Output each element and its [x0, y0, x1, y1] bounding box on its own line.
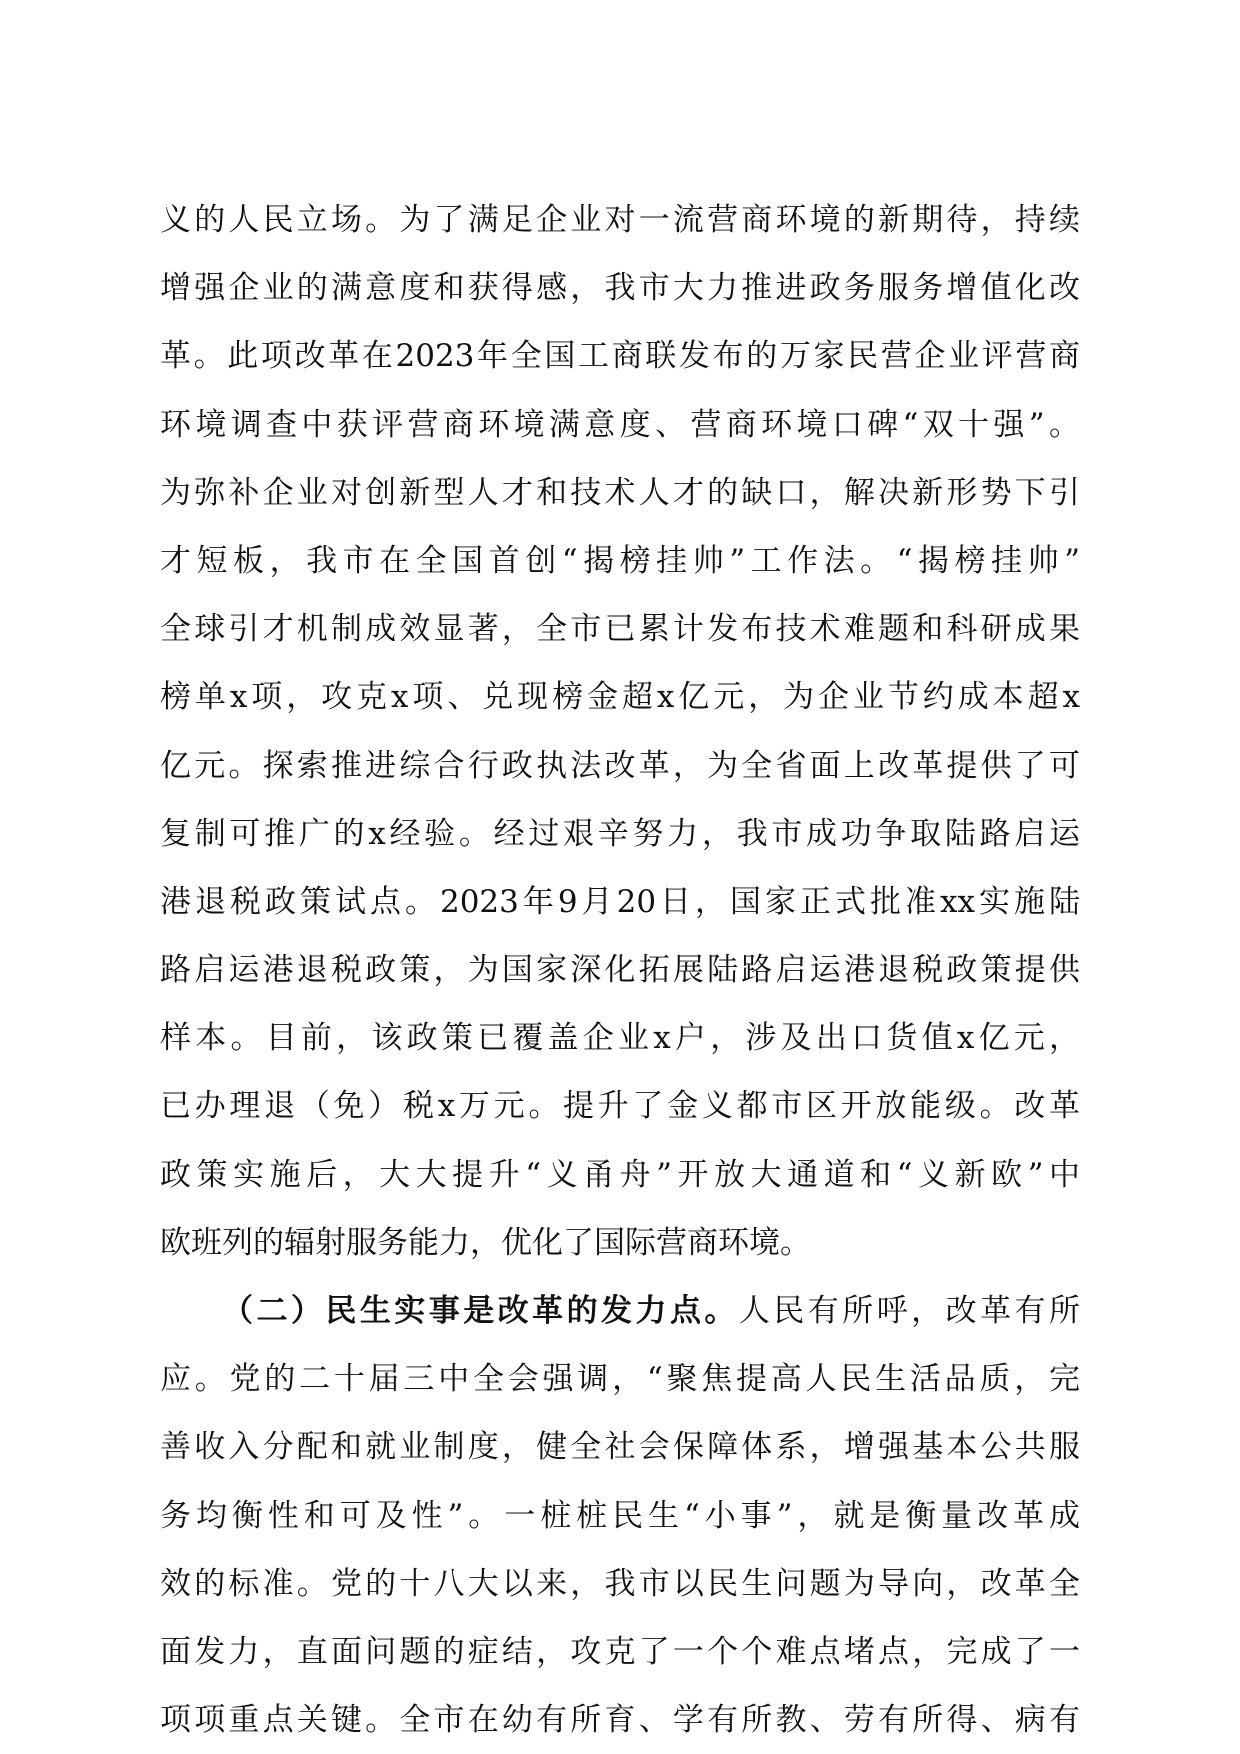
- paragraph-livelihood: [160, 1277, 1080, 1754]
- text-line: 善收入分配和就业制度，健全社会保障体系，增强基本公共服: [160, 1429, 1080, 1466]
- text-line: 才短板，我市在全国首创“揭榜挂帅”工作法。“揭榜挂帅”: [160, 542, 1080, 579]
- text-line: 革。此项改革在2023年全国工商联发布的万家民营企业评营商: [160, 338, 1080, 375]
- text-line: 环境调查中获评营商环境满意度、营商环境口碑“双十强”。: [160, 406, 1080, 443]
- document-page: [160, 186, 1080, 1754]
- text-line: 面发力，直面问题的症结，攻克了一个个难点堵点，完成了一: [160, 1633, 1080, 1670]
- text-line: 全球引才机制成效显著，全市已累计发布技术难题和科研成果: [160, 611, 1080, 648]
- text-line: 已办理退（免）税x万元。提升了金义都市区开放能级。改革: [160, 1088, 1080, 1125]
- text-line: [160, 1277, 1080, 1345]
- text-line: 欧班列的辐射服务能力，优化了国际营商环境。: [160, 1224, 811, 1261]
- text-line: 务均衡性和可及性”。一桩桩民生“小事”，就是衡量改革成: [160, 1497, 1080, 1534]
- text-line: 应。党的二十届三中全会强调，“聚焦提高人民生活品质，完: [160, 1361, 1080, 1398]
- text-line: 亿元。探索推进综合行政执法改革，为全省面上改革提供了可: [160, 747, 1080, 784]
- text-line: 增强企业的满意度和获得感，我市大力推进政务服务增值化改: [160, 270, 1080, 307]
- text-line: 路启运港退税政策，为国家深化拓展陆路启运港退税政策提供: [160, 952, 1080, 989]
- text-line: 项项重点关键。全市在幼有所育、学有所教、劳有所得、病有: [160, 1702, 1080, 1739]
- text-line: 为弥补企业对创新型人才和技术人才的缺口，解决新形势下引: [160, 474, 1080, 511]
- text-line: 义的人民立场。为了满足企业对一流营商环境的新期待，持续: [160, 202, 1080, 238]
- text-line: 政策实施后，大大提升“义甬舟”开放大通道和“义新欧”中: [160, 1156, 1080, 1193]
- text-line: 榜单x项，攻克x项、兑现榜金超x亿元，为企业节约成本超x: [160, 679, 1080, 716]
- text-line: 效的标准。党的十八大以来，我市以民生问题为导向，改革全: [160, 1565, 1080, 1602]
- text-line: 样本。目前，该政策已覆盖企业x户，涉及出口货值x亿元，: [160, 1020, 1080, 1057]
- section-heading: （二）民生实事是改革的发力点。: [222, 1293, 739, 1329]
- paragraph-reform-environment: [160, 186, 1080, 1277]
- text-line: 复制可推广的x经验。经过艰辛努力，我市成功争取陆路启运: [160, 815, 1080, 852]
- text-line: 港退税政策试点。2023年9月20日，国家正式批准xx实施陆: [160, 883, 1080, 920]
- text-span: 人民有所呼，改革有所: [738, 1293, 1080, 1329]
